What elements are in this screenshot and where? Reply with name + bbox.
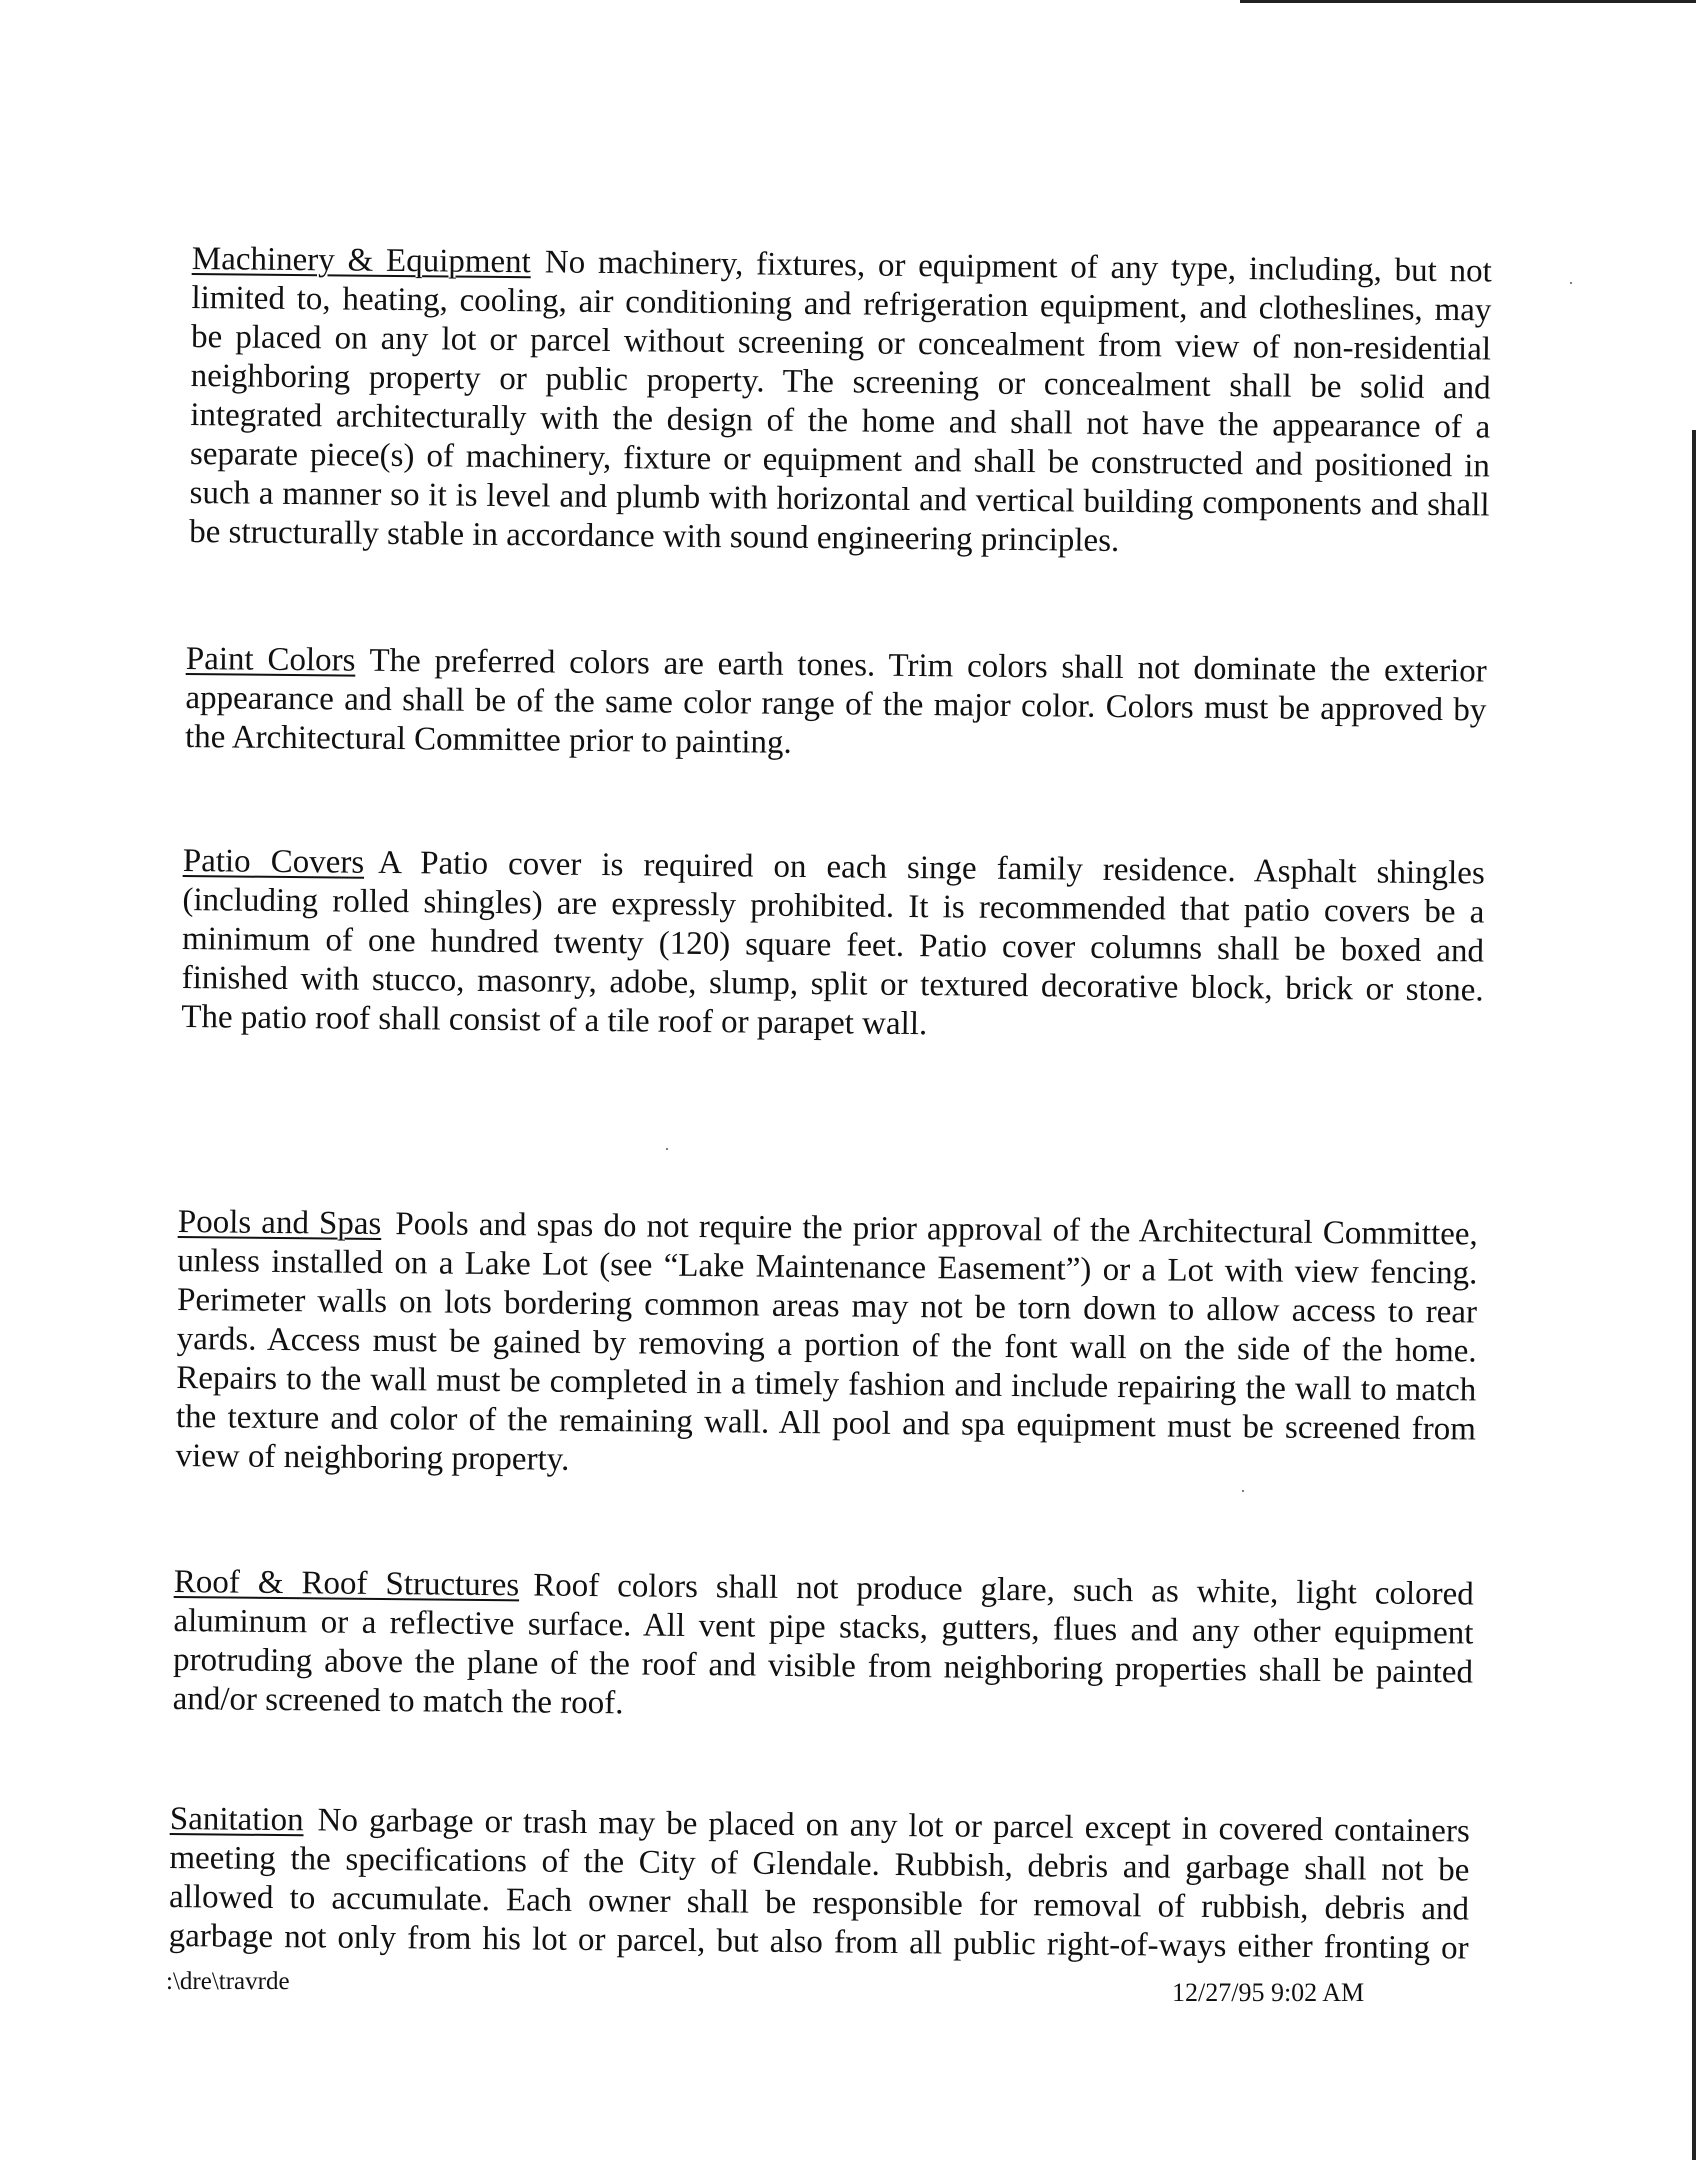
section-heading: Paint Colors	[185, 640, 356, 679]
section-heading: Patio Covers	[182, 842, 365, 881]
scan-speck	[666, 1148, 668, 1150]
scan-speck	[1242, 1490, 1244, 1492]
section-heading: Sanitation	[169, 1801, 304, 1839]
section-heading: Pools and Spas	[177, 1204, 382, 1242]
scan-speck	[1570, 282, 1572, 284]
section-paint-colors	[185, 640, 1487, 769]
section-body: Roof colors shall not produce glare, such as white, light colored aluminum or a reflective surface. All vent pipe stacks, gutters, flues and any other equipment protruding above the plane of the roof and visible from neighboring properties shall be painted and/or screened to match the roof.	[172, 1567, 1474, 1722]
section-body: No machinery, fixtures, or equipment of any type, including, but not limited to, heating, cooling, air conditioning and refrigeration equipment, and clotheslines, may be placed on any lot or parcel without screening or concealment from view of non-residential neighboring property or public property. The screening or concealment shall be solid and integrated architecturally with the design of the home and shall not have the appearance of a separate piece(s) of machinery, fixture or equipment and shall be constructed and positioned in such a manner so it is level and plumb with horizontal and vertical building components and shall be structurally stable in accordance with sound engineering principles.	[189, 244, 1492, 559]
scan-edge-right	[1692, 430, 1696, 2160]
section-sanitation	[169, 1800, 1470, 1968]
footer-timestamp: 12/27/95 9:02 AM	[1172, 1978, 1365, 2007]
section-body: Pools and spas do not require the prior approval of the Architectural Committee, unless installed on a Lake Lot (see “Lake Maintenance Easement”) or a Lot with view fencing. Perimeter walls on lots bordering common areas may not be torn down to allow access to rear yards. Access must be gained by removing a portion of the font wall on the side of the home. Repairs to the wall must be completed in a timely fashion and include repairing the wall to match the texture and color of the remaining wall. All pool and spa equipment must be screened from view of neighboring property.	[175, 1206, 1478, 1478]
section-roof-structures	[173, 1563, 1474, 1731]
section-body: No garbage or trash may be placed on any lot or parcel except in covered containers meeting the specifications of the City of Glendale. Rubbish, debris and garbage shall not be allowed to accumulate. Each owner shall be responsible for removal of rubbish, debris and garbage not only from his lot or parcel, but also from all public right-of-ways either fronting or	[168, 1802, 1470, 1967]
scan-edge-top	[1240, 0, 1696, 3]
section-patio-covers	[181, 842, 1485, 1049]
section-body: The preferred colors are earth tones. Trim colors shall not dominate the exterior appearance and shall be of the same color range of the major color. Colors must be approved by the Architectural Committee prior to painting.	[184, 642, 1487, 761]
footer-file-path: :\dre\travrde	[166, 1968, 290, 1995]
section-body: A Patio cover is required on each singe family residence. Asphalt shingles (including rolled shingles) are expressly prohibited. It is recommended that patio covers be a minimum of one hundred twenty (120) square feet. Patio cover columns shall be boxed and finished with stucco, masonry, adobe, slump, split or textured decorative block, brick or stone. The patio roof shall consist of a tile roof or parapet wall.	[181, 844, 1485, 1043]
section-pools-spas	[175, 1203, 1478, 1488]
section-machinery-equipment	[189, 240, 1492, 564]
section-heading: Roof & Roof Structures	[173, 1564, 520, 1604]
section-heading: Machinery & Equipment	[191, 240, 532, 281]
